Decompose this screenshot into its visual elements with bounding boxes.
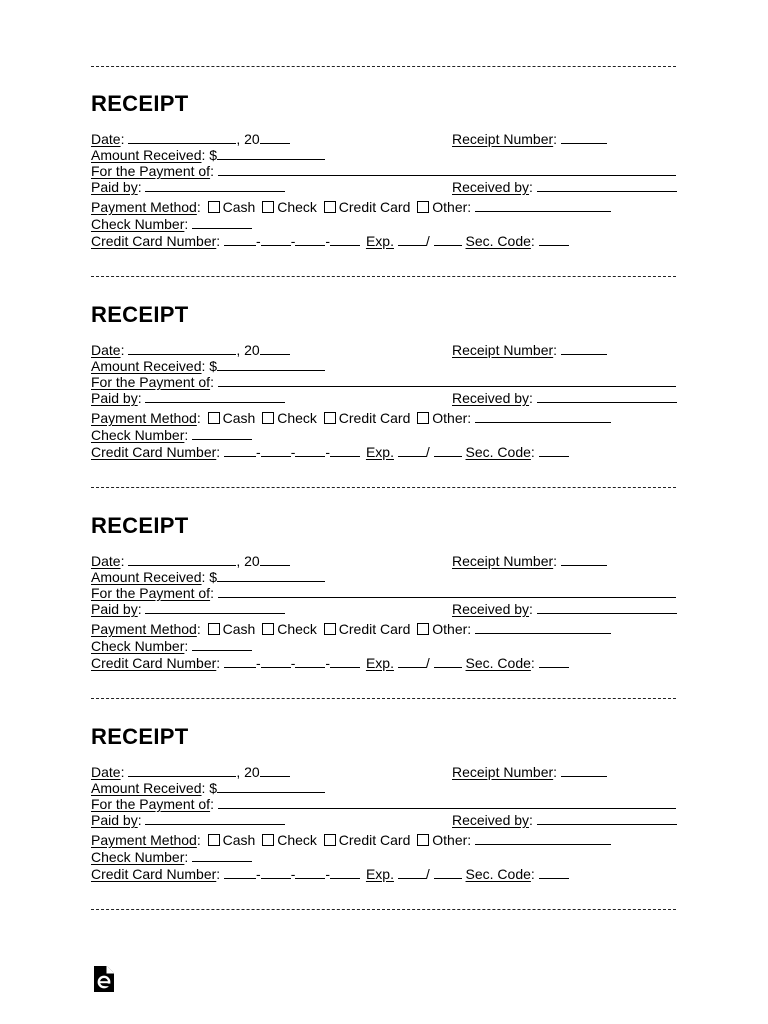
year-field[interactable] — [260, 553, 290, 566]
other-label: Other: — [432, 621, 472, 637]
card-number-label: Credit Card Number — [91, 866, 217, 882]
exp-month-field[interactable] — [398, 866, 426, 879]
receipt-block — [91, 302, 681, 472]
cash-checkbox[interactable] — [208, 834, 220, 846]
receipt-number-row: Receipt Number: — [452, 764, 607, 780]
receipt-block — [91, 724, 681, 894]
cash-label: Cash — [222, 199, 256, 215]
exp-separator: / — [425, 444, 430, 460]
payment-for-row: For the Payment of: — [91, 796, 676, 812]
date-label: Date — [91, 131, 121, 147]
card-number-row: Credit Card Number: - - - Exp. / Sec. Code: — [91, 655, 569, 671]
check-checkbox[interactable] — [262, 412, 274, 424]
check-number-label: Check Number — [91, 427, 185, 443]
amount-label: Amount Received — [91, 780, 202, 796]
card-number-field[interactable] — [261, 866, 291, 879]
payment-method-row: Payment Method: Cash Check Credit Card Other: — [91, 410, 611, 426]
amount-label: Amount Received — [91, 147, 202, 163]
receipt-number-field[interactable] — [561, 764, 607, 777]
card-number-field[interactable] — [330, 233, 360, 246]
amount-row: Amount Received: $ — [91, 780, 325, 796]
received-by-field[interactable] — [537, 390, 677, 403]
credit-card-checkbox[interactable] — [324, 201, 336, 213]
card-number-field[interactable] — [224, 233, 256, 246]
cash-checkbox[interactable] — [208, 412, 220, 424]
date-row: Date: , 20 — [91, 342, 290, 358]
sec-code-label: Sec. Code — [465, 655, 531, 671]
currency-symbol: $ — [209, 358, 218, 374]
receipt-title: RECEIPT — [91, 302, 189, 327]
payment-method-row: Payment Method: Cash Check Credit Card Other: — [91, 199, 611, 215]
check-number-field[interactable] — [192, 427, 252, 440]
year-prefix: , 20 — [236, 764, 260, 780]
currency-symbol: $ — [209, 147, 218, 163]
other-field[interactable] — [475, 199, 611, 212]
other-checkbox[interactable] — [417, 412, 429, 424]
payment-method-label: Payment Method — [91, 621, 197, 637]
received-by-row: Received by: — [452, 390, 677, 406]
payment-for-row: For the Payment of: — [91, 163, 676, 179]
received-by-label: Received by — [452, 601, 530, 617]
exp-label: Exp. — [365, 866, 394, 882]
payment-for-row: For the Payment of: — [91, 374, 676, 390]
payment-for-label: For the Payment of — [91, 163, 211, 179]
credit-card-label: Credit Card — [338, 832, 411, 848]
other-field[interactable] — [475, 410, 611, 423]
received-by-row: Received by: — [452, 812, 677, 828]
sec-code-field[interactable] — [539, 233, 569, 246]
received-by-field[interactable] — [537, 179, 677, 192]
amount-field[interactable] — [217, 358, 325, 371]
cash-label: Cash — [222, 621, 256, 637]
amount-field[interactable] — [217, 569, 325, 582]
receipt-number-row: Receipt Number: — [452, 131, 607, 147]
check-checkbox[interactable] — [262, 201, 274, 213]
other-field[interactable] — [475, 621, 611, 634]
card-number-field[interactable] — [261, 233, 291, 246]
receipt-title: RECEIPT — [91, 724, 189, 749]
received-by-row: Received by: — [452, 601, 677, 617]
year-prefix: , 20 — [236, 553, 260, 569]
amount-label: Amount Received — [91, 569, 202, 585]
sec-code-label: Sec. Code — [465, 444, 531, 460]
sec-code-label: Sec. Code — [465, 866, 531, 882]
exp-year-field[interactable] — [434, 655, 462, 668]
card-number-field[interactable] — [224, 866, 256, 879]
check-number-label: Check Number — [91, 216, 185, 232]
credit-card-label: Credit Card — [338, 621, 411, 637]
payment-method-row: Payment Method: Cash Check Credit Card Other: — [91, 621, 611, 637]
card-number-label: Credit Card Number — [91, 233, 217, 249]
card-number-label: Credit Card Number — [91, 444, 217, 460]
cut-line — [91, 66, 676, 67]
year-prefix: , 20 — [236, 131, 260, 147]
card-number-field[interactable] — [330, 444, 360, 457]
amount-label: Amount Received — [91, 358, 202, 374]
received-by-row: Received by: — [452, 179, 677, 195]
paid-by-row: Paid by: — [91, 179, 285, 195]
paid-by-row: Paid by: — [91, 812, 285, 828]
receipt-title: RECEIPT — [91, 91, 189, 116]
sec-code-field[interactable] — [539, 444, 569, 457]
check-number-label: Check Number — [91, 849, 185, 865]
amount-row: Amount Received: $ — [91, 358, 325, 374]
check-label: Check — [277, 199, 317, 215]
card-number-field[interactable] — [224, 655, 256, 668]
cut-line — [91, 276, 676, 277]
card-number-row: Credit Card Number: - - - Exp. / Sec. Code: — [91, 233, 569, 249]
card-number-label: Credit Card Number — [91, 655, 217, 671]
cut-line — [91, 698, 676, 699]
payment-for-label: For the Payment of — [91, 585, 211, 601]
payment-for-row: For the Payment of: — [91, 585, 676, 601]
date-row: Date: , 20 — [91, 764, 290, 780]
receipt-number-field[interactable] — [561, 342, 607, 355]
received-by-label: Received by — [452, 812, 530, 828]
paid-by-label: Paid by — [91, 812, 138, 828]
other-checkbox[interactable] — [417, 834, 429, 846]
card-number-field[interactable] — [295, 866, 325, 879]
receipt-number-label: Receipt Number — [452, 553, 554, 569]
exp-year-field[interactable] — [434, 866, 462, 879]
eforms-logo-icon — [93, 965, 115, 993]
credit-card-checkbox[interactable] — [324, 834, 336, 846]
other-field[interactable] — [475, 832, 611, 845]
other-label: Other: — [432, 410, 472, 426]
date-label: Date — [91, 553, 121, 569]
currency-symbol: $ — [209, 780, 218, 796]
amount-row: Amount Received: $ — [91, 569, 325, 585]
exp-month-field[interactable] — [398, 233, 426, 246]
received-by-label: Received by — [452, 179, 530, 195]
amount-row: Amount Received: $ — [91, 147, 325, 163]
receipt-number-label: Receipt Number — [452, 764, 554, 780]
exp-month-field[interactable] — [398, 655, 426, 668]
card-number-row: Credit Card Number: - - - Exp. / Sec. Code: — [91, 866, 569, 882]
exp-month-field[interactable] — [398, 444, 426, 457]
check-number-field[interactable] — [192, 638, 252, 651]
date-row: Date: , 20 — [91, 553, 290, 569]
paid-by-field[interactable] — [145, 390, 285, 403]
paid-by-label: Paid by — [91, 390, 138, 406]
sec-code-field[interactable] — [539, 655, 569, 668]
card-number-field[interactable] — [330, 866, 360, 879]
exp-label: Exp. — [365, 444, 394, 460]
received-by-field[interactable] — [537, 812, 677, 825]
paid-by-row: Paid by: — [91, 390, 285, 406]
card-number-field[interactable] — [295, 444, 325, 457]
exp-year-field[interactable] — [434, 233, 462, 246]
card-number-field[interactable] — [295, 233, 325, 246]
credit-card-label: Credit Card — [338, 199, 411, 215]
cash-label: Cash — [222, 410, 256, 426]
other-checkbox[interactable] — [417, 623, 429, 635]
cash-label: Cash — [222, 832, 256, 848]
date-field[interactable] — [128, 131, 236, 144]
card-number-field[interactable] — [295, 655, 325, 668]
check-checkbox[interactable] — [262, 834, 274, 846]
other-label: Other: — [432, 199, 472, 215]
card-number-field[interactable] — [261, 444, 291, 457]
check-number-row: Check Number: — [91, 216, 252, 232]
card-number-field[interactable] — [224, 444, 256, 457]
exp-separator: / — [425, 233, 430, 249]
receipt-block — [91, 91, 681, 261]
card-number-row: Credit Card Number: - - - Exp. / Sec. Code: — [91, 444, 569, 460]
receipt-block — [91, 513, 681, 683]
check-number-field[interactable] — [192, 849, 252, 862]
amount-field[interactable] — [217, 780, 325, 793]
payment-method-label: Payment Method — [91, 199, 197, 215]
payment-for-field[interactable] — [218, 374, 676, 387]
payment-method-row: Payment Method: Cash Check Credit Card Other: — [91, 832, 611, 848]
currency-symbol: $ — [209, 569, 218, 585]
received-by-field[interactable] — [537, 601, 677, 614]
exp-year-field[interactable] — [434, 444, 462, 457]
exp-label: Exp. — [365, 655, 394, 671]
cut-line — [91, 909, 676, 910]
receipt-number-label: Receipt Number — [452, 342, 554, 358]
credit-card-label: Credit Card — [338, 410, 411, 426]
receipt-number-label: Receipt Number — [452, 131, 554, 147]
check-label: Check — [277, 410, 317, 426]
check-number-row: Check Number: — [91, 849, 252, 865]
payment-for-label: For the Payment of — [91, 796, 211, 812]
date-row: Date: , 20 — [91, 131, 290, 147]
year-field[interactable] — [260, 342, 290, 355]
receipt-number-field[interactable] — [561, 553, 607, 566]
paid-by-row: Paid by: — [91, 601, 285, 617]
paid-by-label: Paid by — [91, 179, 138, 195]
paid-by-field[interactable] — [145, 601, 285, 614]
receipt-number-row: Receipt Number: — [452, 342, 607, 358]
payment-for-field[interactable] — [218, 163, 676, 176]
receipt-title: RECEIPT — [91, 513, 189, 538]
exp-label: Exp. — [365, 233, 394, 249]
amount-field[interactable] — [217, 147, 325, 160]
cut-line — [91, 487, 676, 488]
payment-method-label: Payment Method — [91, 832, 197, 848]
credit-card-checkbox[interactable] — [324, 412, 336, 424]
other-label: Other: — [432, 832, 472, 848]
payment-for-field[interactable] — [218, 796, 676, 809]
paid-by-field[interactable] — [145, 812, 285, 825]
paid-by-field[interactable] — [145, 179, 285, 192]
check-label: Check — [277, 832, 317, 848]
payment-for-field[interactable] — [218, 585, 676, 598]
payment-for-label: For the Payment of — [91, 374, 211, 390]
card-number-field[interactable] — [261, 655, 291, 668]
sec-code-field[interactable] — [539, 866, 569, 879]
check-label: Check — [277, 621, 317, 637]
receipt-number-field[interactable] — [561, 131, 607, 144]
date-label: Date — [91, 342, 121, 358]
check-number-row: Check Number: — [91, 638, 252, 654]
card-number-field[interactable] — [330, 655, 360, 668]
receipt-number-row: Receipt Number: — [452, 553, 607, 569]
date-field[interactable] — [128, 764, 236, 777]
payment-method-label: Payment Method — [91, 410, 197, 426]
year-field[interactable] — [260, 131, 290, 144]
year-field[interactable] — [260, 764, 290, 777]
date-field[interactable] — [128, 553, 236, 566]
check-checkbox[interactable] — [262, 623, 274, 635]
check-number-row: Check Number: — [91, 427, 252, 443]
exp-separator: / — [425, 655, 430, 671]
check-number-field[interactable] — [192, 216, 252, 229]
cash-checkbox[interactable] — [208, 201, 220, 213]
cash-checkbox[interactable] — [208, 623, 220, 635]
exp-separator: / — [425, 866, 430, 882]
check-number-label: Check Number — [91, 638, 185, 654]
year-prefix: , 20 — [236, 342, 260, 358]
credit-card-checkbox[interactable] — [324, 623, 336, 635]
date-label: Date — [91, 764, 121, 780]
date-field[interactable] — [128, 342, 236, 355]
other-checkbox[interactable] — [417, 201, 429, 213]
paid-by-label: Paid by — [91, 601, 138, 617]
received-by-label: Received by — [452, 390, 530, 406]
sec-code-label: Sec. Code — [465, 233, 531, 249]
